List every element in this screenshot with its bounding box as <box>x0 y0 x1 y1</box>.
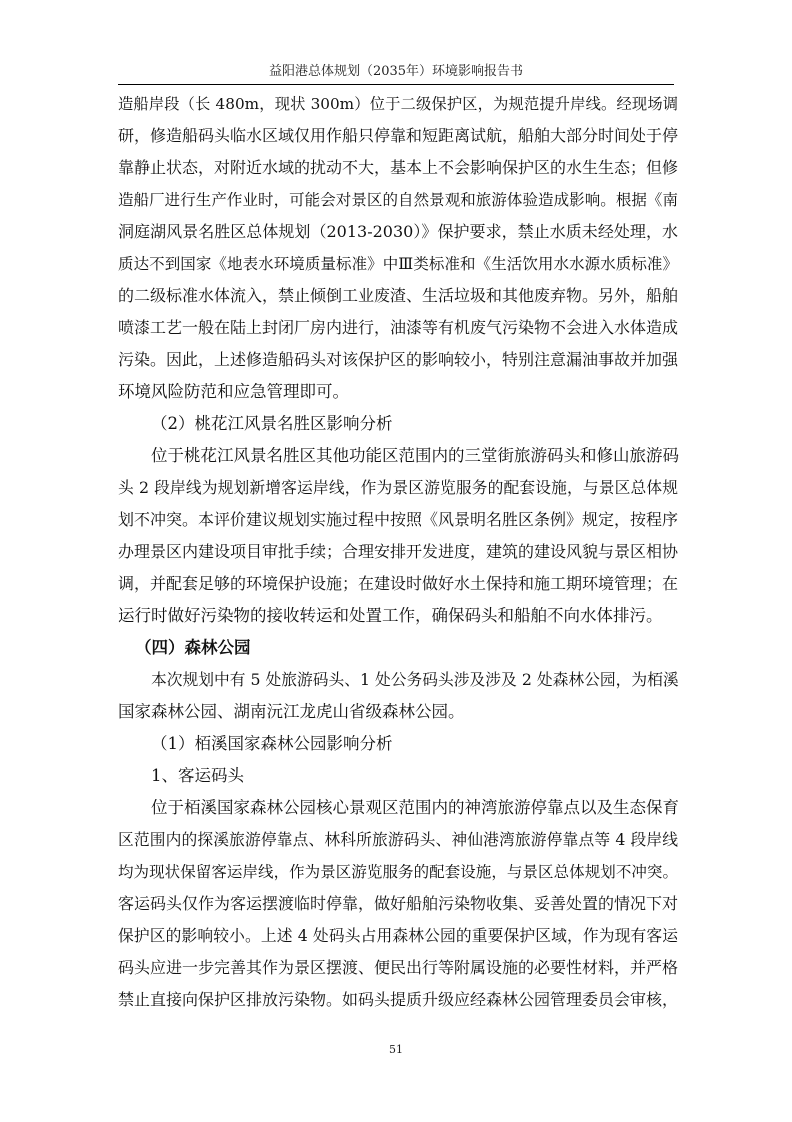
paragraph-line: 调，并配套足够的环境保护设施；在建设时做好水土保持和施工期环境管理；在 <box>118 574 679 593</box>
page-number: 51 <box>389 1043 403 1056</box>
subsection-heading: （1）栢溪国家森林公园影响分析 <box>151 734 393 753</box>
paragraph-line: 研，修造船码头临水区域仅用作船只停靠和短距离试航，船舶大部分时间处于停 <box>118 126 679 145</box>
document-body <box>118 88 678 1016</box>
paragraph-line: 本次规划中有 5 处旅游码头、1 处公务码头涉及涉及 2 处森林公园，为栢溪 <box>151 670 679 689</box>
paragraph-line: 禁止直接向保护区排放污染物。如码头提质升级应经森林公园管理委员会审核， <box>118 990 679 1009</box>
header-rule <box>118 84 674 85</box>
paragraph-line: 保护区的影响较小。上述 4 处码头占用森林公园的重要保护区域，作为现有客运 <box>118 926 678 945</box>
paragraph-line: 洞庭湖风景名胜区总体规划（2013-2030）》保护要求，禁止水质未经处理，水 <box>118 222 678 241</box>
paragraph-line: 码头应进一步完善其作为景区摆渡、便民出行等附属设施的必要性材料，并严格 <box>118 958 679 977</box>
paragraph-line: 喷漆工艺一般在陆上封闭厂房内进行，油漆等有机废气污染物不会进入水体造成 <box>118 318 679 337</box>
paragraph-line: 造船厂进行生产作业时，可能会对景区的自然景观和旅游体验造成影响。根据《南 <box>118 191 678 209</box>
paragraph-line: 造船岸段（长 480m，现状 300m）位于二级保护区，为规范提升岸线。经现场调 <box>118 95 678 113</box>
paragraph-line: 划不冲突。本评价建议规划实施过程中按照《风景明名胜区条例》规定，按程序 <box>118 510 679 529</box>
paragraph-line: 办理景区内建设项目审批手续；合理安排开发进度，建筑的建设风貌与景区相协 <box>118 542 679 561</box>
paragraph-line: 头 2 段岸线为规划新增客运岸线，作为景区游览服务的配套设施，与景区总体规 <box>118 478 678 497</box>
running-header: 益阳港总体规划（2035年）环境影响报告书 <box>268 64 524 79</box>
subsection-heading: （2）桃花江风景名胜区影响分析 <box>151 414 393 433</box>
paragraph-line: 位于栢溪国家森林公园核心景观区范围内的神湾旅游停靠点以及生态保育 <box>151 798 679 817</box>
paragraph-line: 运行时做好污染物的接收转运和处置工作，确保码头和船舶不向水体排污。 <box>118 606 663 625</box>
paragraph-line: 客运码头仅作为客运摆渡临时停靠，做好船舶污染物收集、妥善处置的情况下对 <box>118 894 679 913</box>
paragraph-line: 国家森林公园、湖南沅江龙虎山省级森林公园。 <box>118 702 465 721</box>
paragraph-line: 均为现状保留客运岸线，作为景区游览服务的配套设施，与景区总体规划不冲突。 <box>118 863 678 881</box>
paragraph-line: 位于桃花江风景名胜区其他功能区范围内的三堂街旅游码头和修山旅游码 <box>151 446 679 465</box>
paragraph-line: 质达不到国家《地表水环境质量标准》中Ⅲ类标准和《生活饮用水水源水质标准》 <box>118 255 678 273</box>
paragraph-line: 环境风险防范和应急管理即可。 <box>118 382 349 401</box>
paragraph-line: 靠静止状态，对附近水域的扰动不大，基本上不会影响保护区的水生生态；但修 <box>118 158 679 177</box>
subsection-heading: 1、客运码头 <box>151 766 244 785</box>
paragraph-line: 的二级标准水体流入，禁止倾倒工业废渣、生活垃圾和其他废弃物。另外，船舶 <box>118 286 679 305</box>
paragraph-line: 污染。因此，上述修造船码头对该保护区的影响较小，特别注意漏油事故并加强 <box>118 350 679 369</box>
section-heading: （四）森林公园 <box>135 638 251 657</box>
paragraph-line: 区范围内的探溪旅游停靠点、林科所旅游码头、神仙港湾旅游停靠点等 4 段岸线 <box>118 830 678 849</box>
